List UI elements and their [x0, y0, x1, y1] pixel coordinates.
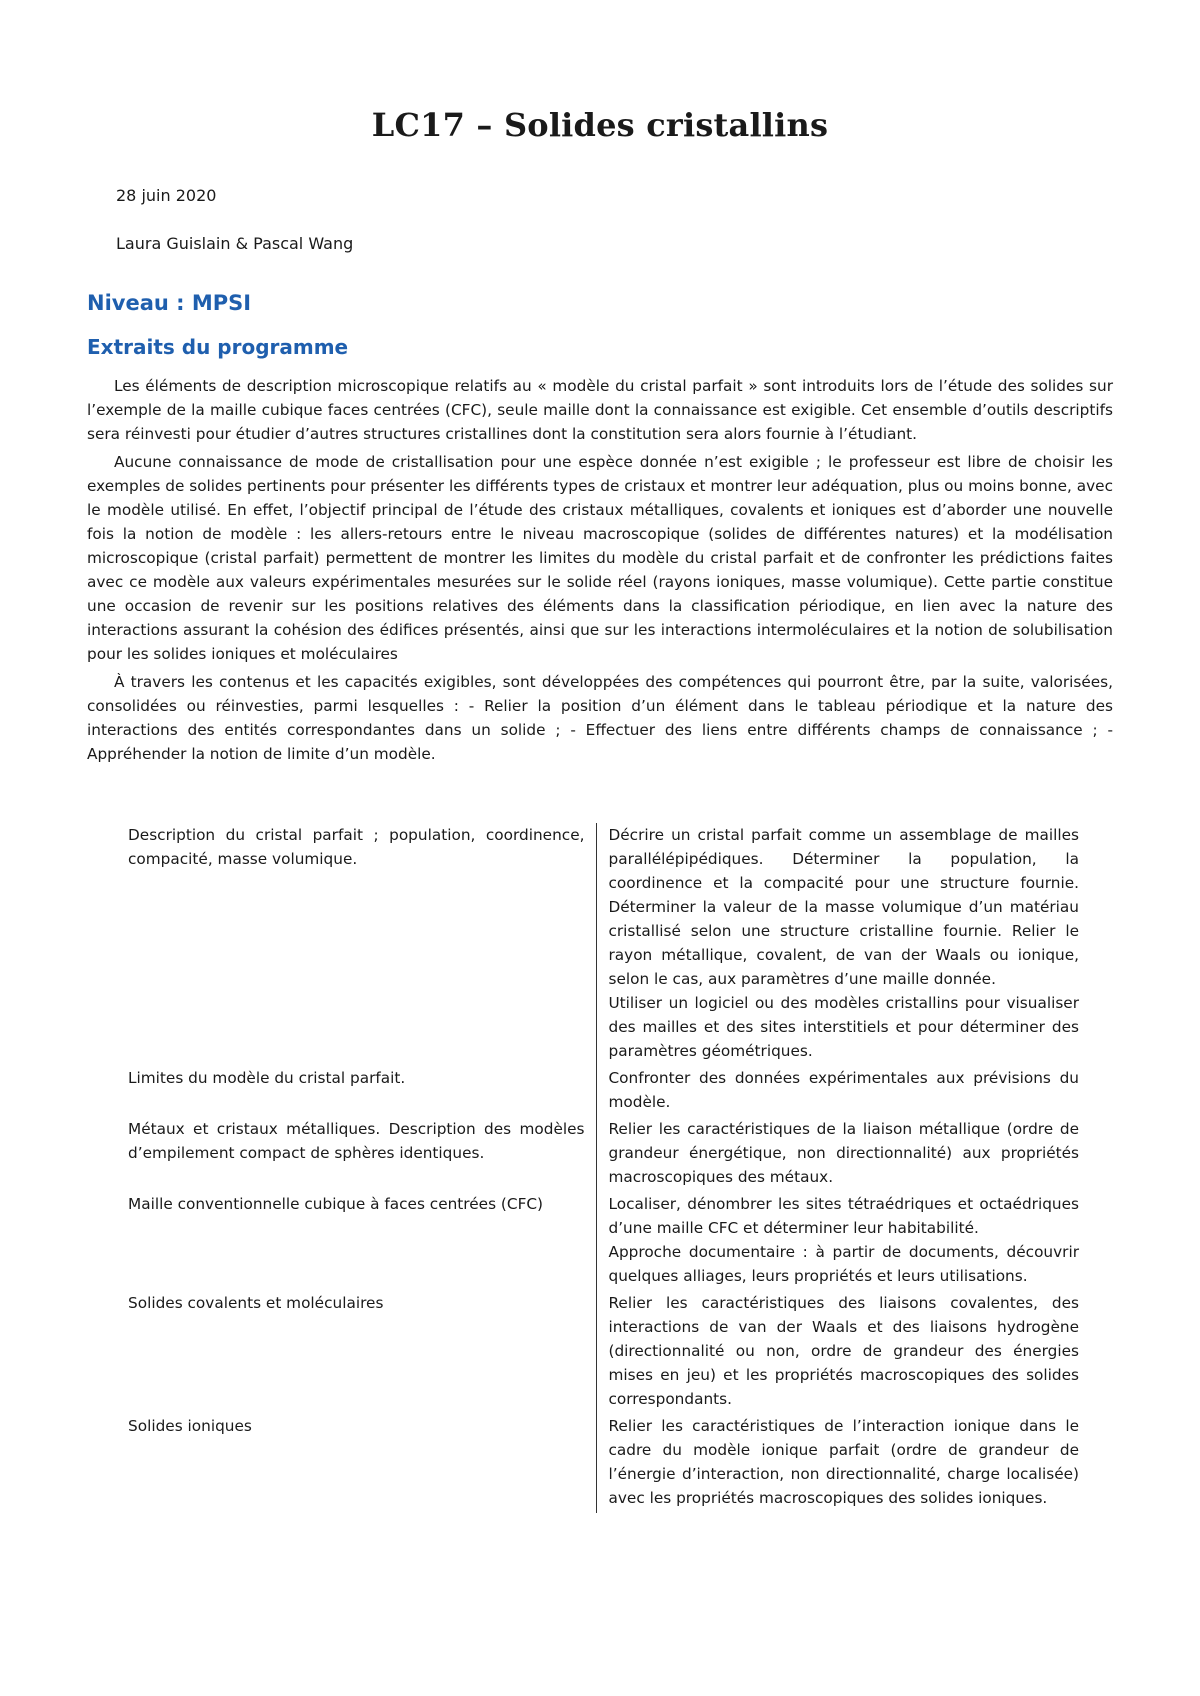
table-row — [128, 1414, 1079, 1513]
document-title: LC17 – Solides cristallins — [371, 106, 829, 144]
capacity-text: Localiser, dénombrer les sites tétraédriques et octaédriques d’une maille CFC et déterminer leur habitabilité. — [608, 1195, 1079, 1237]
program-table — [128, 823, 1079, 1513]
capacity-text: Relier les caractéristiques des liaisons covalentes, des interactions de van der Waals et des liaisons hydrogène (directionnalité ou non, ordre de grandeur des énergies mises en jeu) et les propriétés macroscopiques des solides correspondants. — [608, 1294, 1079, 1408]
notion-cell: Métaux et cristaux métalliques. Description des modèles d’empilement compact de sphères identiques. — [128, 1120, 585, 1162]
capacity-cell — [597, 1414, 1079, 1513]
table-row — [128, 1192, 1079, 1291]
capacity-cell — [597, 1117, 1079, 1192]
capacity-text: Confronter des données expérimentales aux prévisions du modèle. — [608, 1069, 1079, 1111]
capacity-text: Décrire un cristal parfait comme un assemblage de mailles parallélépipédiques. Déterminer la population, la coordinence et la compacité pour une structure fournie. Déterminer la valeur de la masse volumique d’un matériau cristallisé selon une structure cristalline fournie. Relier le rayon métallique, covalent, de van der Waals ou ionique, selon le cas, aux paramètres d’une maille donnée. — [608, 826, 1079, 988]
table-row — [128, 1066, 1079, 1117]
capacity-cell — [597, 1291, 1079, 1414]
paragraph: À travers les contenus et les capacités exigibles, sont développées des compétences qui pourront être, par la suite, valorisées, consolidées ou réinvesties, parmi lesquelles : - Relier la position d’un élément dans le tableau périodique et la nature des interactions des entités correspondantes dans un solide ; - Effectuer des liens entre différents champs de connaissance ; - Appréhender la notion de limite d’un modèle. — [87, 673, 1113, 763]
capacity-text: Relier les caractéristiques de l’interaction ionique dans le cadre du modèle ionique parfait (ordre de grandeur de l’énergie d’interaction, non directionnalité, charge localisée) avec les propriétés macroscopiques des solides ioniques. — [608, 1417, 1079, 1507]
section-heading: Extraits du programme — [87, 335, 349, 359]
capacity-cell — [597, 823, 1079, 1066]
capacity-cell — [597, 1192, 1079, 1291]
paragraph: Aucune connaissance de mode de cristallisation pour une espèce donnée n’est exigible ; le professeur est libre de choisir les exemples de solides pertinents pour présenter les différents types de cristaux et montrer leur adéquation, plus ou moins bonne, avec le modèle utilisé. En effet, l’objectif principal de l’étude des cristaux métalliques, covalents et ioniques est d’aborder une nouvelle fois la notion de modèle : les allers-retours entre le niveau macroscopique (solides de différentes natures) et la modélisation microscopique (cristal parfait) permettent de montrer les limites du modèle du cristal parfait et de confronter les prédictions faites avec ce modèle aux valeurs expérimentales mesurées sur le solide réel (rayons ioniques, masse volumique). Cette partie constitue une occasion de revenir sur les positions relatives des éléments dans la classification périodique, en lien avec la nature des interactions assurant la cohésion des édifices présentés, ainsi que sur les interactions intermoléculaires et la notion de solubilisation pour les solides ioniques et moléculaires — [87, 453, 1113, 663]
notion-cell: Solides ioniques — [128, 1417, 252, 1435]
capacity-cell — [597, 1066, 1079, 1117]
notion-cell: Maille conventionnelle cubique à faces centrées (CFC) — [128, 1195, 544, 1213]
notion-cell: Solides covalents et moléculaires — [128, 1294, 384, 1312]
level-heading: Niveau : MPSI — [87, 291, 252, 315]
document-date: 28 juin 2020 — [116, 186, 217, 205]
notion-cell: Description du cristal parfait ; population, coordinence, compacité, masse volumique. — [128, 826, 585, 868]
paragraph: Les éléments de description microscopique relatifs au « modèle du cristal parfait » sont introduits lors de l’étude des solides sur l’exemple de la maille cubique faces centrées (CFC), seule maille dont la connaissance est exigible. Cet ensemble d’outils descriptifs sera réinvesti pour étudier d’autres structures cristallines dont la constitution sera alors fournie à l’étudiant. — [87, 377, 1113, 443]
document-authors: Laura Guislain & Pascal Wang — [116, 234, 354, 253]
table-row — [128, 1117, 1079, 1192]
program-excerpt — [87, 374, 1113, 770]
notion-cell: Limites du modèle du cristal parfait. — [128, 1069, 406, 1087]
table-row — [128, 1291, 1079, 1414]
capacity-text: Relier les caractéristiques de la liaison métallique (ordre de grandeur énergétique, non directionnalité) aux propriétés macroscopiques des métaux. — [608, 1120, 1079, 1186]
table-row — [128, 823, 1079, 1066]
capacity-text: Utiliser un logiciel ou des modèles cristallins pour visualiser des mailles et des sites interstitiels et pour déterminer des paramètres géométriques. — [608, 994, 1079, 1060]
capacity-text: Approche documentaire : à partir de documents, découvrir quelques alliages, leurs propriétés et leurs utilisations. — [608, 1243, 1079, 1285]
